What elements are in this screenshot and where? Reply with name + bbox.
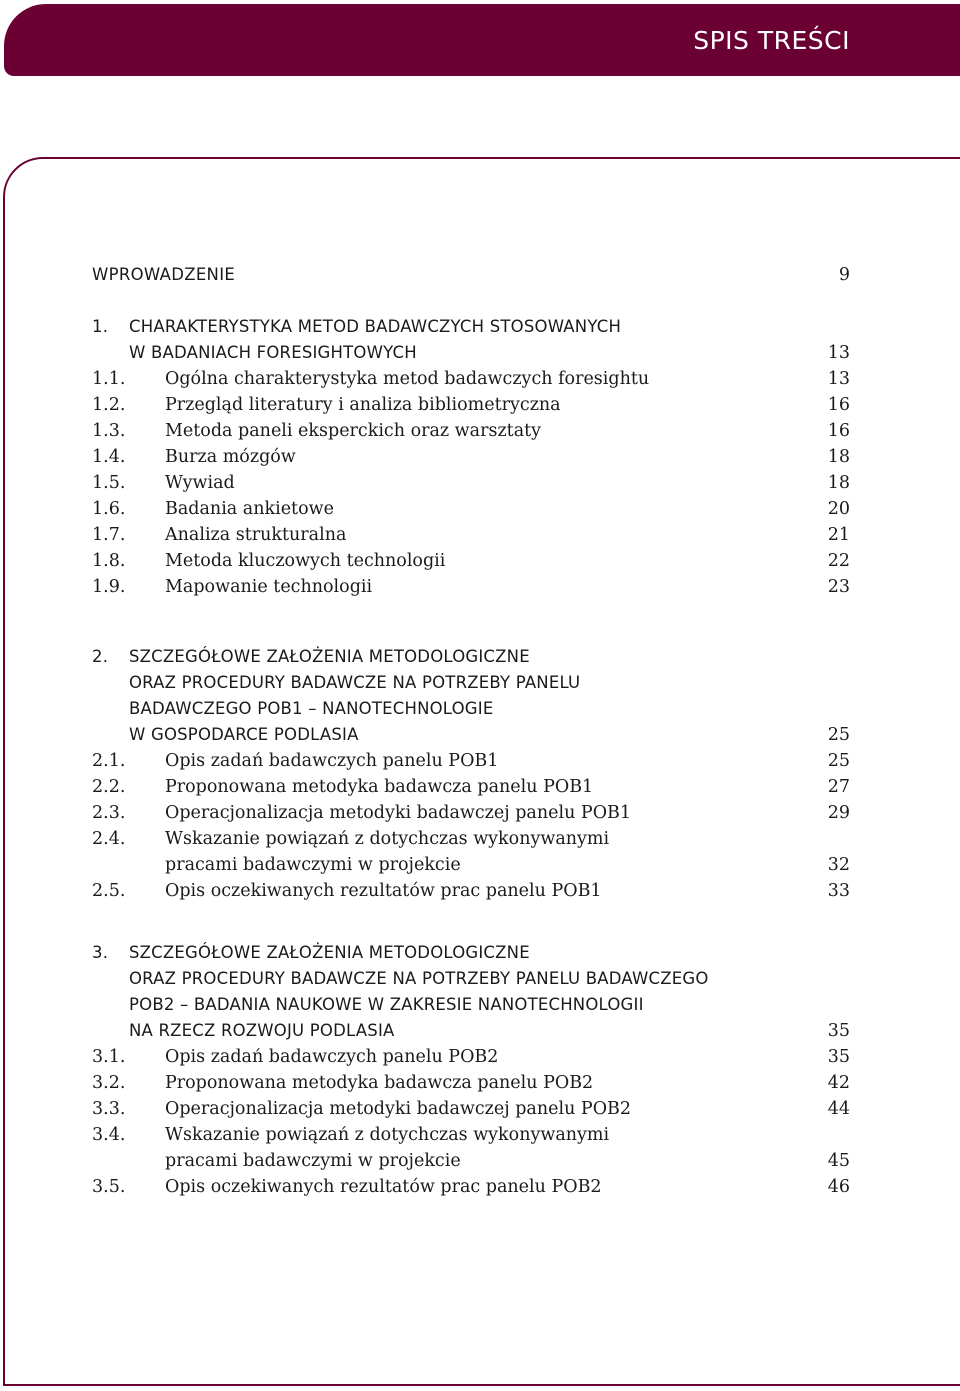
toc-subsection-entry[interactable] (92, 1122, 850, 1148)
toc-subsection-title: Wywiad (165, 473, 235, 493)
toc-chapter-number: 1. (92, 317, 109, 336)
toc-subsection-number: 1.3. (92, 421, 126, 441)
toc-subsection-title: Ogólna charakterystyka metod badawczych foresightu (165, 369, 650, 389)
toc-subsection-entry[interactable] (92, 1096, 850, 1122)
toc-page-number: 27 (827, 777, 850, 797)
toc-subsection-entry[interactable] (92, 522, 850, 548)
toc-subsection-number: 1.6. (92, 499, 126, 519)
toc-subsection-number: 2.4. (92, 829, 126, 849)
toc-subsection-entry[interactable] (92, 748, 850, 774)
toc-page-number: 29 (827, 803, 850, 823)
toc-page-number: 46 (827, 1177, 850, 1197)
toc-subsection-entry[interactable] (92, 1070, 850, 1096)
toc-subsection-entry[interactable] (92, 444, 850, 470)
toc-subsection-title: Proponowana metodyka badawcza panelu POB1 (165, 777, 594, 797)
toc-subsection-title: Wskazanie powiązań z dotychczas wykonywanymi (165, 1125, 610, 1145)
toc-chapter-heading-line[interactable] (92, 314, 850, 340)
toc-subsection-number: 1.8. (92, 551, 126, 571)
toc-chapter-heading-line[interactable] (92, 696, 850, 722)
toc-subsection-number: 1.9. (92, 577, 126, 597)
toc-subsection-entry[interactable] (92, 852, 850, 878)
toc-chapter-heading-line[interactable] (92, 670, 850, 696)
toc-chapter-heading-line[interactable] (92, 1018, 850, 1044)
toc-subsection-title: Operacjonalizacja metodyki badawczej panelu POB1 (165, 803, 632, 823)
toc-subsection-number: 2.3. (92, 803, 126, 823)
toc-page-number: 16 (827, 421, 850, 441)
toc-subsection-title: Proponowana metodyka badawcza panelu POB2 (165, 1073, 594, 1093)
toc-page-number: 13 (827, 343, 850, 363)
toc-subsection-title: pracami badawczymi w projekcie (165, 855, 461, 875)
toc-page-number: 35 (827, 1047, 850, 1067)
toc-subsection-title: Mapowanie technologii (165, 577, 373, 597)
toc-subsection-entry[interactable] (92, 1174, 850, 1200)
toc-page-number: 18 (827, 473, 850, 493)
toc-subsection-number: 2.1. (92, 751, 126, 771)
toc-subsection-title: Operacjonalizacja metodyki badawczej panelu POB2 (165, 1099, 632, 1119)
toc-subsection-title: Opis oczekiwanych rezultatów prac panelu POB1 (165, 881, 602, 901)
toc-page-number: 23 (827, 577, 850, 597)
header-band (4, 4, 960, 76)
toc-chapter-title: BADAWCZEGO POB1 – NANOTECHNOLOGIE (129, 699, 494, 718)
toc-page-number: 32 (827, 855, 850, 875)
toc-subsection-number: 3.4. (92, 1125, 126, 1145)
toc-page-number: 42 (827, 1073, 850, 1093)
toc-entry-title: WPROWADZENIE (92, 265, 236, 284)
toc-chapter-section-3 (92, 940, 850, 1200)
toc-page-number: 25 (827, 725, 850, 745)
toc-chapter-title: SZCZEGÓŁOWE ZAŁOŻENIA METODOLOGICZNE (129, 647, 530, 666)
toc-subsection-title: Opis zadań badawczych panelu POB1 (165, 751, 499, 771)
toc-page-number: 9 (838, 265, 850, 285)
toc-subsection-entry[interactable] (92, 392, 850, 418)
toc-page-number: 22 (827, 551, 850, 571)
toc-page-number: 44 (827, 1099, 850, 1119)
toc-page-number: 33 (827, 881, 850, 901)
toc-subsection-title: Badania ankietowe (165, 499, 334, 519)
toc-page-number: 35 (827, 1021, 850, 1041)
toc-subsection-entry[interactable] (92, 800, 850, 826)
toc-chapter-section-2 (92, 644, 850, 904)
toc-subsection-title: Przegląd literatury i analiza bibliometryczna (165, 395, 561, 415)
toc-page-number: 16 (827, 395, 850, 415)
toc-subsection-title: pracami badawczymi w projekcie (165, 1151, 461, 1171)
toc-subsection-number: 3.3. (92, 1099, 126, 1119)
toc-entry-introduction[interactable] (92, 262, 850, 288)
toc-subsection-number: 1.5. (92, 473, 126, 493)
toc-intro-section (92, 262, 850, 288)
toc-chapter-heading-line[interactable] (92, 722, 850, 748)
toc-page-number: 18 (827, 447, 850, 467)
toc-subsection-entry[interactable] (92, 826, 850, 852)
toc-subsection-entry[interactable] (92, 574, 850, 600)
toc-chapter-title: POB2 – BADANIA NAUKOWE W ZAKRESIE NANOTECHNOLOGII (129, 995, 644, 1014)
toc-subsection-entry[interactable] (92, 1044, 850, 1070)
toc-chapter-section-1 (92, 314, 850, 600)
toc-subsection-entry[interactable] (92, 878, 850, 904)
toc-subsection-title: Wskazanie powiązań z dotychczas wykonywanymi (165, 829, 610, 849)
toc-chapter-title: SZCZEGÓŁOWE ZAŁOŻENIA METODOLOGICZNE (129, 943, 530, 962)
toc-page-number: 21 (827, 525, 850, 545)
toc-subsection-entry[interactable] (92, 496, 850, 522)
toc-subsection-entry[interactable] (92, 418, 850, 444)
table-of-contents (92, 262, 850, 1200)
toc-subsection-entry[interactable] (92, 548, 850, 574)
toc-chapter-heading-line[interactable] (92, 992, 850, 1018)
toc-chapter-number: 2. (92, 647, 109, 666)
toc-page-number: 25 (827, 751, 850, 771)
toc-subsection-number: 1.2. (92, 395, 126, 415)
toc-subsection-number: 1.7. (92, 525, 126, 545)
toc-subsection-title: Burza mózgów (165, 447, 296, 467)
toc-subsection-entry[interactable] (92, 1148, 850, 1174)
toc-chapter-title: ORAZ PROCEDURY BADAWCZE NA POTRZEBY PANELU (129, 673, 581, 692)
toc-subsection-number: 3.1. (92, 1047, 126, 1067)
toc-chapter-title: ORAZ PROCEDURY BADAWCZE NA POTRZEBY PANELU BADAWCZEGO (129, 969, 709, 988)
toc-subsection-entry[interactable] (92, 470, 850, 496)
toc-chapter-number: 3. (92, 943, 109, 962)
toc-chapter-heading-line[interactable] (92, 340, 850, 366)
page-title: SPIS TREŚCI (693, 26, 850, 55)
toc-subsection-title: Metoda kluczowych technologii (165, 551, 446, 571)
toc-chapter-heading-line[interactable] (92, 966, 850, 992)
toc-subsection-number: 3.5. (92, 1177, 126, 1197)
toc-chapter-title: W BADANIACH FORESIGHTOWYCH (129, 343, 417, 362)
toc-subsection-number: 1.4. (92, 447, 126, 467)
toc-subsection-number: 2.2. (92, 777, 126, 797)
toc-chapter-title: NA RZECZ ROZWOJU PODLASIA (129, 1021, 395, 1040)
toc-chapter-title: W GOSPODARCE PODLASIA (129, 725, 359, 744)
toc-page-number: 20 (827, 499, 850, 519)
toc-subsection-title: Analiza strukturalna (165, 525, 347, 545)
toc-subsection-title: Opis zadań badawczych panelu POB2 (165, 1047, 499, 1067)
toc-subsection-entry[interactable] (92, 774, 850, 800)
toc-chapter-heading-line[interactable] (92, 644, 850, 670)
toc-chapter-heading-line[interactable] (92, 940, 850, 966)
toc-subsection-number: 1.1. (92, 369, 126, 389)
toc-subsection-number: 3.2. (92, 1073, 126, 1093)
toc-subsection-entry[interactable] (92, 366, 850, 392)
toc-chapter-title: CHARAKTERYSTYKA METOD BADAWCZYCH STOSOWANYCH (129, 317, 622, 336)
toc-page-number: 13 (827, 369, 850, 389)
toc-page-number: 45 (827, 1151, 850, 1171)
toc-subsection-title: Metoda paneli eksperckich oraz warsztaty (165, 421, 542, 441)
toc-subsection-number: 2.5. (92, 881, 126, 901)
toc-subsection-title: Opis oczekiwanych rezultatów prac panelu POB2 (165, 1177, 602, 1197)
